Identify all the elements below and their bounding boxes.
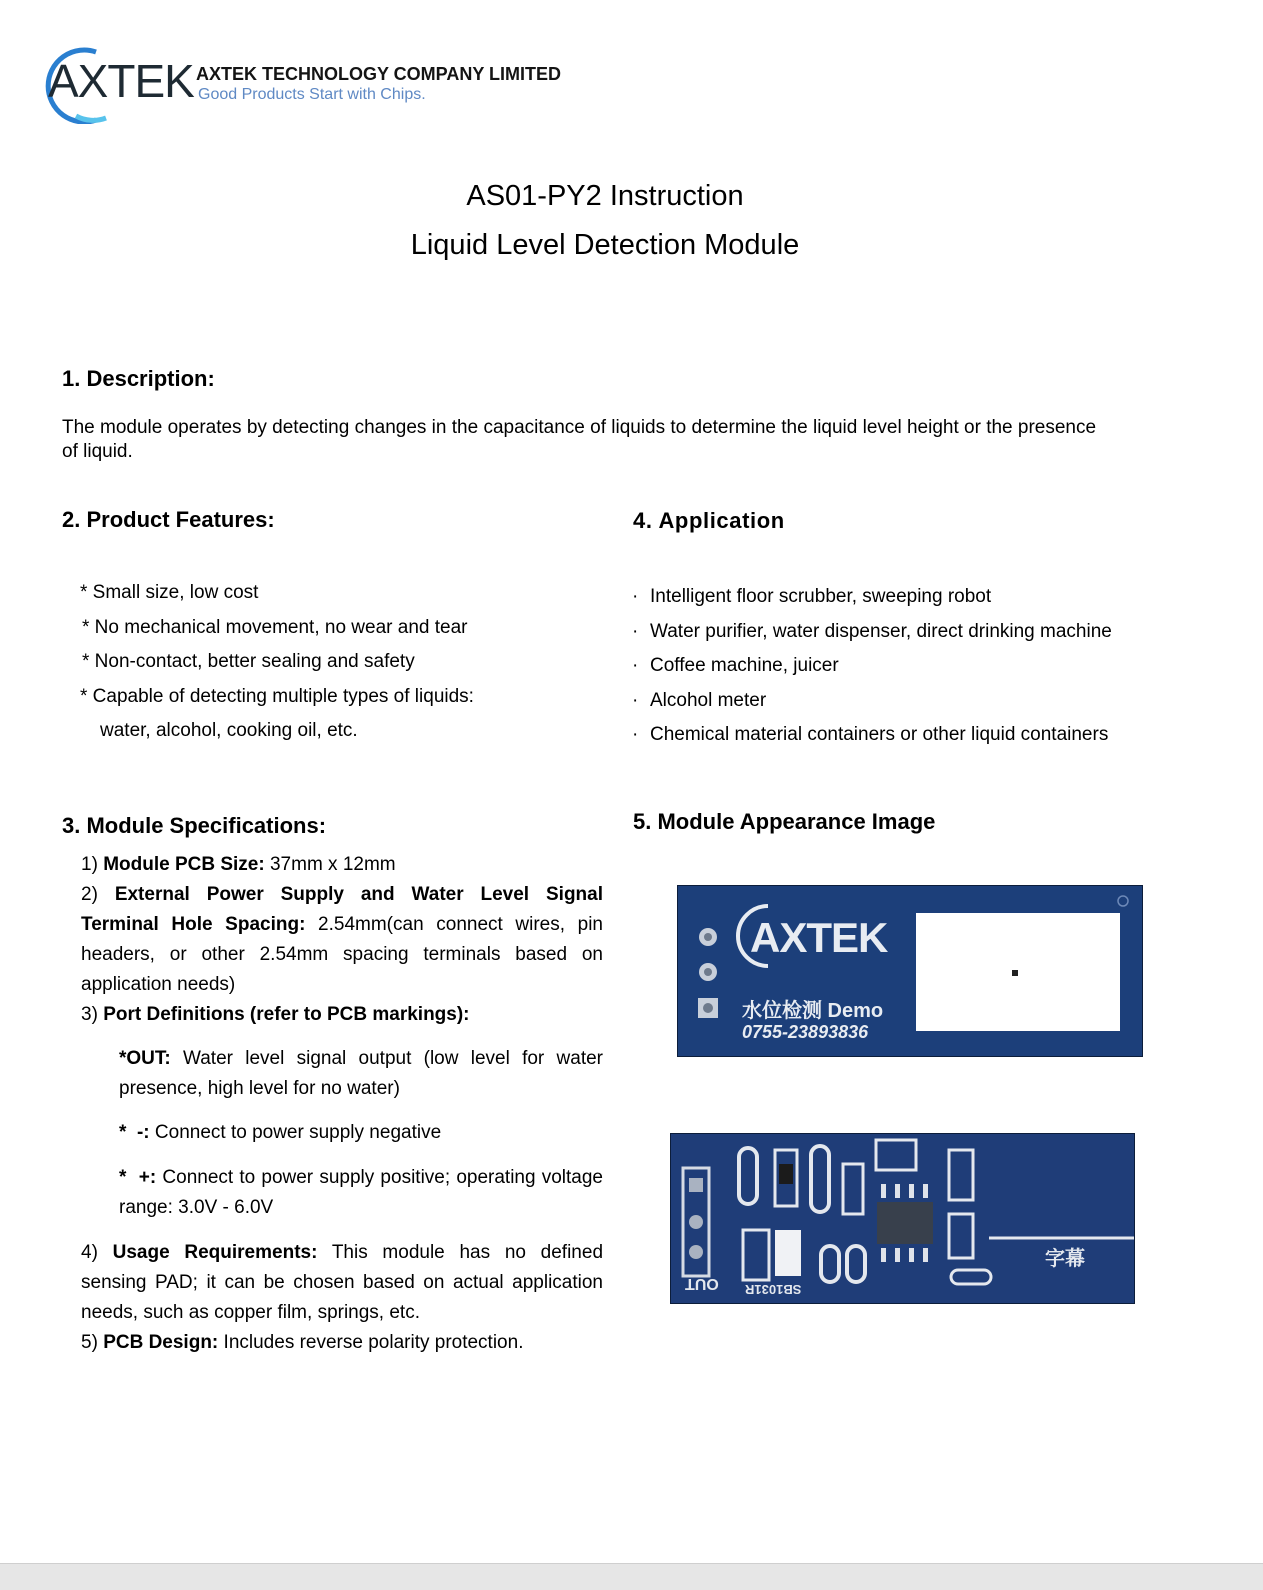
list-item: * No mechanical movement, no wear and tear [82, 616, 468, 638]
list-item: · Alcohol meter [632, 684, 1112, 719]
document-subtitle: Liquid Level Detection Module [410, 229, 800, 261]
pcb-front-image [677, 885, 1143, 1057]
description-heading: 1. Description: [62, 366, 215, 391]
pcb-sensor-pad [916, 913, 1120, 1031]
pcb-back-components [671, 1134, 1134, 1303]
application-heading: 4. Application [633, 508, 785, 533]
company-slogan: Good Products Start with Chips. [198, 86, 426, 103]
list-item: · Chemical material containers or other liquid containers [632, 718, 1112, 753]
port-negative: * -: Connect to power supply negative [119, 1122, 442, 1143]
pcb-front-logo: AXTEK [750, 914, 888, 961]
company-name: AXTEK TECHNOLOGY COMPANY LIMITED [196, 64, 562, 84]
spec-usage-requirements: 4) Usage Requirements: This module has no defined sensing PAD; it can be chosen based on actual application needs, such as copper film, springs, etc. [81, 1242, 604, 1323]
spec-hole-spacing: 2) External Power Supply and Water Level Signal Terminal Hole Spacing: 2.54mm(can connect wires, pin headers, or other 2.54mm spacing terminals based on application needs) [81, 884, 604, 995]
pcb-back-mark: 字幕 [1045, 1248, 1085, 1270]
list-item: * Capable of detecting multiple types of liquids: [80, 685, 474, 707]
pcb-front-phone: 0755-23893836 [742, 1022, 869, 1042]
list-item: * Small size, low cost [80, 582, 259, 603]
appearance-heading: 5. Module Appearance Image [633, 809, 936, 834]
features-heading: 2. Product Features: [62, 507, 275, 532]
port-out: *OUT: Water level signal output (low level for water presence, high level for no water) [119, 1048, 603, 1099]
axtek-logo-text: AXTEK [48, 55, 194, 107]
features-list [80, 576, 474, 749]
pcb-back-image [670, 1133, 1135, 1304]
port-positive: * +: Connect to power supply positive; operating voltage range: 3.0V - 6.0V [119, 1167, 603, 1218]
spec-port-definitions: 3) Port Definitions (refer to PCB markings): [81, 1004, 470, 1025]
pcb-back-code: SB1031R [745, 1282, 802, 1297]
list-item: · Water purifier, water dispenser, direct drinking machine [632, 615, 1112, 650]
specs-heading: 3. Module Specifications: [62, 813, 327, 838]
list-item: water, alcohol, cooking oil, etc. [100, 720, 358, 741]
spec-pcb-design: 5) PCB Design: Includes reverse polarity protection. [81, 1332, 524, 1353]
description-text: The module operates by detecting changes in the capacitance of liquids to determine the liquid level height or the presence of liquid. [62, 417, 1097, 462]
list-item: * Non-contact, better sealing and safety [82, 651, 415, 672]
pcb-back-out-label: OUT [685, 1275, 719, 1292]
pcb-front-label: 水位检测 Demo [742, 1000, 884, 1022]
list-item: · Coffee machine, juicer [632, 649, 1112, 684]
spec-pcb-size: 1) Module PCB Size: 37mm x 12mm [81, 854, 396, 875]
specs-body [81, 850, 603, 1358]
application-list [632, 580, 1112, 753]
list-item: · Intelligent floor scrubber, sweeping robot [632, 580, 1112, 615]
document-title: AS01-PY2 Instruction [466, 180, 744, 212]
page-footer-bar [0, 1563, 1263, 1590]
pad-dot [1012, 970, 1018, 976]
